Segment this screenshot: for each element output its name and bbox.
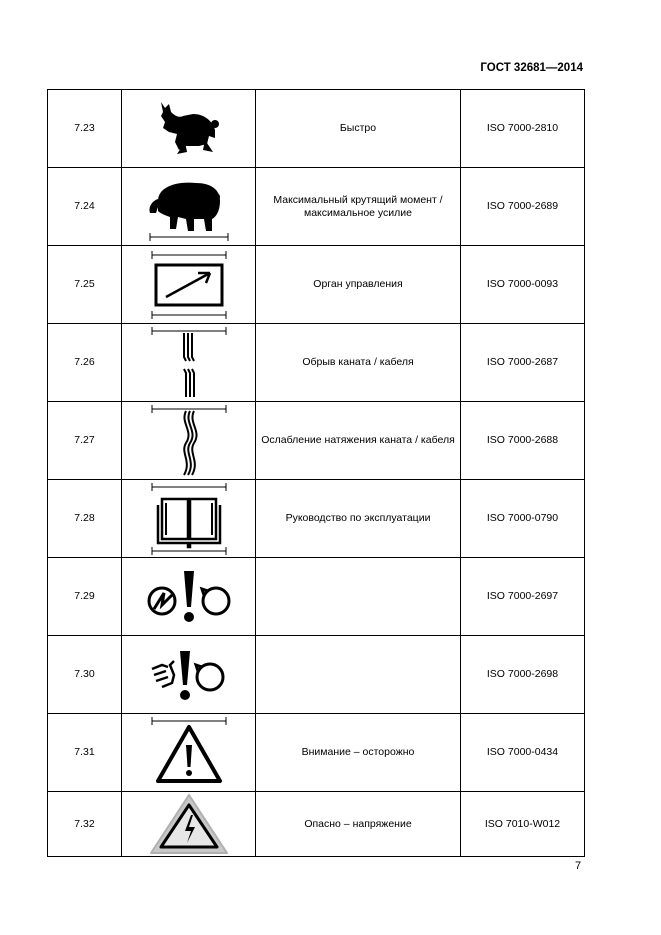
page-number: 7: [575, 860, 582, 872]
hare-icon: [149, 94, 229, 164]
iso-reference: ISO 7010-W012: [461, 792, 585, 857]
iso-reference: ISO 7000-2810: [461, 90, 585, 168]
description: Орган управления: [256, 246, 461, 324]
table-row: [48, 246, 585, 324]
table-row: [48, 324, 585, 402]
row-number: 7.25: [48, 246, 122, 324]
table-row: [48, 402, 585, 480]
description: Внимание – осторожно: [256, 714, 461, 792]
row-number: 7.27: [48, 402, 122, 480]
description: Максимальный крутящий момент / максимальное усилие: [256, 168, 461, 246]
manual-book-icon: [144, 483, 234, 555]
table-row: [48, 168, 585, 246]
iso-reference: ISO 7000-2687: [461, 324, 585, 402]
iso-reference: ISO 7000-2697: [461, 558, 585, 636]
row-number: 7.32: [48, 792, 122, 857]
table-row: [48, 90, 585, 168]
document-standard-header: ГОСТ 32681—2014: [480, 62, 583, 74]
high-voltage-icon: [147, 793, 231, 855]
row-number: 7.28: [48, 480, 122, 558]
description: Быстро: [256, 90, 461, 168]
tortoise-icon: [144, 171, 234, 243]
description: [256, 636, 461, 714]
row-number: 7.29: [48, 558, 122, 636]
iso-reference: ISO 7000-2688: [461, 402, 585, 480]
table-row: [48, 636, 585, 714]
cable-break-icon: [144, 327, 234, 399]
iso-reference: ISO 7000-0790: [461, 480, 585, 558]
table-row: [48, 714, 585, 792]
control-device-icon: [144, 249, 234, 321]
description: Руководство по эксплуатации: [256, 480, 461, 558]
cable-slack-icon: [144, 405, 234, 477]
description: Обрыв каната / кабеля: [256, 324, 461, 402]
row-number: 7.23: [48, 90, 122, 168]
caution-triangle-icon: [144, 717, 234, 789]
row-number: 7.26: [48, 324, 122, 402]
description: Ослабление натяжения каната / кабеля: [256, 402, 461, 480]
description: [256, 558, 461, 636]
row-number: 7.24: [48, 168, 122, 246]
table-row: [48, 558, 585, 636]
manual-stop-warning-icon: [144, 639, 234, 711]
table-row: [48, 480, 585, 558]
iso-reference: ISO 7000-2689: [461, 168, 585, 246]
description: Опасно – напряжение: [256, 792, 461, 857]
auto-stop-warning-icon: [144, 561, 234, 633]
iso-reference: ISO 7000-0093: [461, 246, 585, 324]
iso-reference: ISO 7000-0434: [461, 714, 585, 792]
row-number: 7.30: [48, 636, 122, 714]
row-number: 7.31: [48, 714, 122, 792]
symbols-table: [47, 89, 585, 857]
table-row: [48, 792, 585, 857]
iso-reference: ISO 7000-2698: [461, 636, 585, 714]
